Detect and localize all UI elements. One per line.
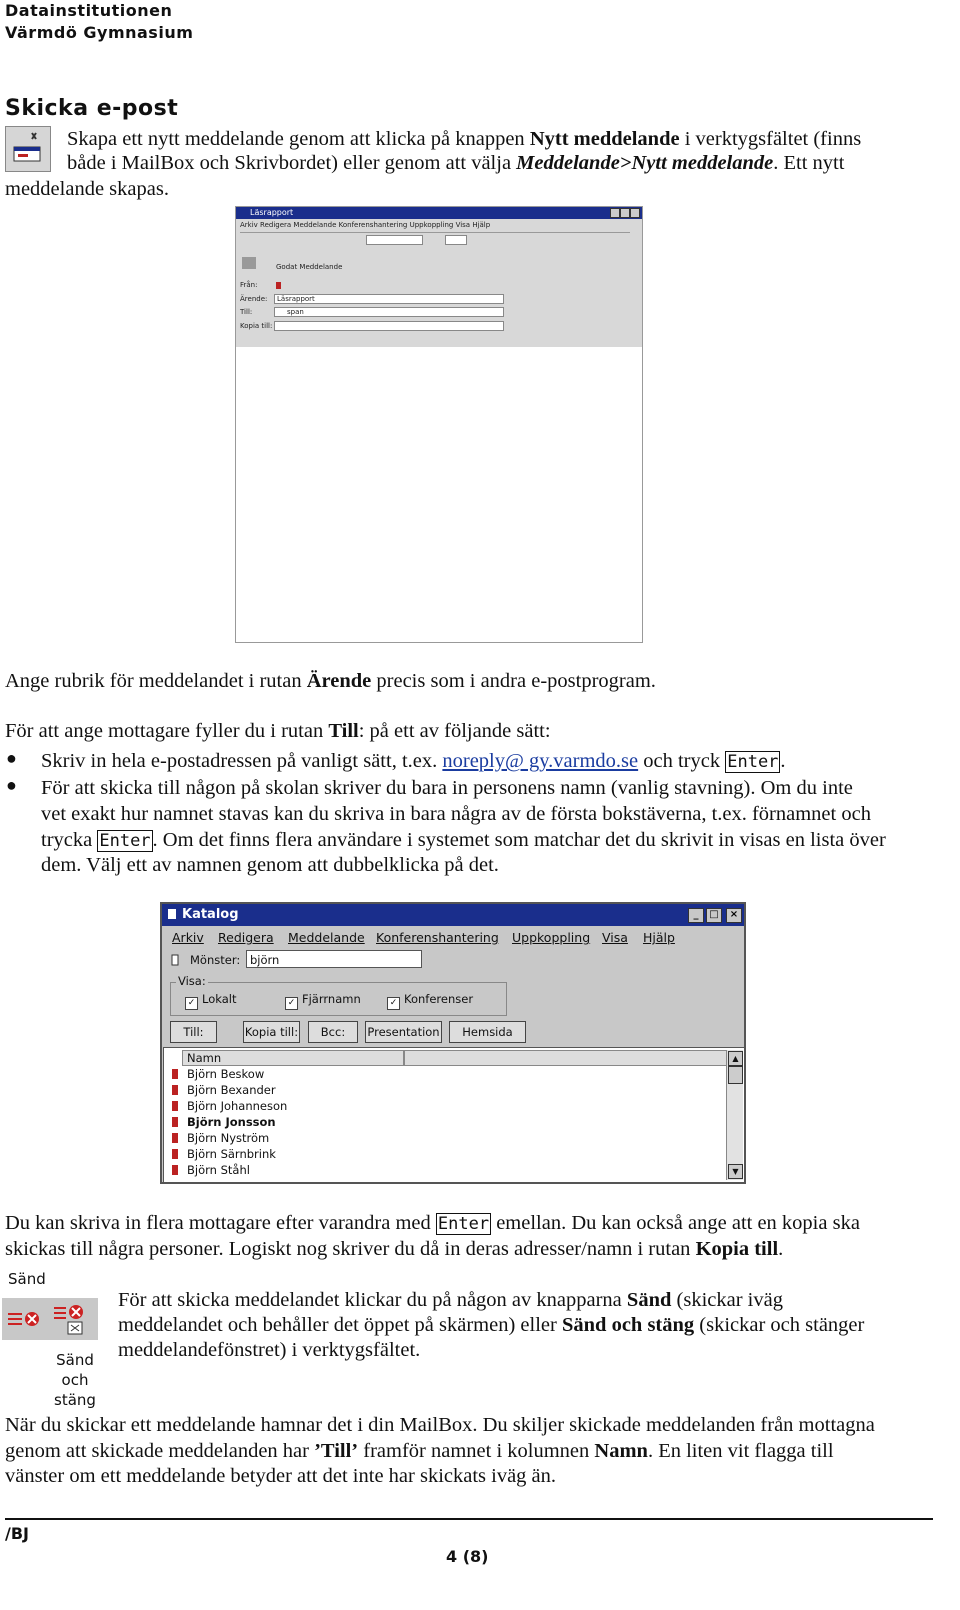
pattern-icon — [170, 953, 180, 965]
maximize-button[interactable]: □ — [706, 908, 722, 923]
menu-visa[interactable]: Visa — [602, 930, 628, 945]
paragraph-multiple-1: Du kan skriva in flera mottagare efter varandra med Enter emellan. Du kan också ange att en kopia ska — [5, 1212, 860, 1234]
footer-author: /BJ — [5, 1524, 29, 1543]
presentation-button[interactable]: Presentation — [365, 1021, 442, 1043]
to-button[interactable]: Till: — [170, 1021, 217, 1043]
send-toolbar — [2, 1298, 98, 1340]
checkbox-konferenser[interactable]: ✓ Konferenser — [387, 992, 473, 1010]
katalog-titlebar — [162, 904, 744, 926]
column-header-empty — [404, 1050, 728, 1066]
new-message-window-screenshot — [235, 206, 643, 643]
footer-divider — [5, 1518, 933, 1520]
user-icon — [172, 1069, 178, 1079]
subject-label: Ärende: — [240, 295, 268, 303]
window-menubar: Arkiv Redigera Meddelande Konferenshantering Uppkoppling Visa Hjälp — [240, 221, 491, 229]
user-icon — [172, 1165, 178, 1175]
paragraph-mailbox-2: genom att skickade meddelanden har ’Till’ framför namnet i kolumnen Namn. En liten vit flagga till — [5, 1440, 834, 1462]
cc-field[interactable] — [274, 321, 504, 331]
paragraph-mailbox-1: När du skickar ett meddelande hamnar det i din MailBox. Du skiljer skickade meddelanden från mottagna — [5, 1414, 875, 1436]
scroll-down-icon[interactable]: ▼ — [728, 1164, 743, 1179]
window-title: Läsrapport — [236, 207, 642, 219]
bcc-button[interactable]: Bcc: — [308, 1021, 358, 1043]
paragraph-send-1: För att skicka meddelandet klickar du på någon av knapparna Sänd (skickar iväg — [118, 1289, 783, 1311]
enter-key: Enter — [437, 1214, 490, 1234]
scroll-up-icon[interactable]: ▲ — [728, 1051, 743, 1066]
bullet-2-line-1: För att skicka till någon på skolan skriver du bara in personens namn (vanlig stavning). Om du inte — [41, 777, 853, 799]
menu-redigera[interactable]: Redigera — [218, 930, 274, 945]
window-controls[interactable] — [610, 208, 640, 217]
header-school: Värmdö Gymnasium — [5, 23, 194, 42]
list-item[interactable]: Björn Bexander — [172, 1082, 276, 1098]
new-message-icon — [5, 126, 51, 172]
paragraph-recipient: För att ange mottagare fyller du i rutan Till: på ett av följande sätt: — [5, 720, 551, 742]
user-icon — [172, 1101, 178, 1111]
send-icon[interactable] — [6, 1302, 44, 1336]
section-title: Skicka e-post — [5, 96, 179, 121]
send-and-close-icon[interactable] — [52, 1300, 94, 1338]
pattern-input[interactable]: björn — [246, 950, 422, 968]
column-header-name[interactable]: Namn — [182, 1050, 404, 1066]
user-icon — [172, 1133, 178, 1143]
send-and-close-label: Sänd och stäng — [54, 1351, 96, 1409]
menu-meddelande[interactable]: Meddelande — [288, 930, 365, 945]
homepage-button[interactable]: Hemsida — [449, 1021, 526, 1043]
enter-key: Enter — [727, 752, 779, 772]
header-institution: Datainstitutionen — [5, 1, 173, 20]
list-item[interactable]: Björn Ståhl — [172, 1162, 250, 1178]
visa-label: Visa: — [178, 974, 206, 988]
paragraph-send-3: meddelandefönstret) i verktygsfältet. — [118, 1339, 421, 1361]
menu-arkiv[interactable]: Arkiv — [172, 930, 204, 945]
pin-icon — [276, 282, 281, 289]
names-list — [163, 1047, 745, 1183]
app-icon — [168, 909, 176, 919]
page-number: 4 (8) — [446, 1547, 489, 1566]
bullet-2-line-3: trycka Enter. Om det finns flera användare i systemet som matchar det du skrivit in visas en lista över — [41, 829, 886, 851]
to-field[interactable]: span — [274, 307, 504, 317]
intro-line-2: både i MailBox och Skrivbordet) eller genom att välja Meddelande>Nytt meddelande. Ett nytt — [67, 152, 845, 174]
checkbox-fjarrnamn[interactable]: ✓ Fjärrnamn — [285, 992, 361, 1010]
menu-hjalp[interactable]: Hjälp — [643, 930, 675, 945]
list-item[interactable]: Björn Beskow — [172, 1066, 264, 1082]
checkbox-lokalt[interactable]: ✓ Lokalt — [185, 992, 236, 1010]
list-item[interactable]: Björn Särnbrink — [172, 1146, 276, 1162]
paragraph-subject: Ange rubrik för meddelandet i rutan Ärende precis som i andra e-postprogram. — [5, 670, 656, 692]
bullet-2-line-2: vet exakt hur namnet stavas kan du skriva in bara några av de första bokstäverna, t.ex. förnamnet och — [41, 803, 871, 825]
cc-button[interactable]: Kopia till: — [243, 1021, 300, 1043]
message-heading: Godat Meddelande — [276, 263, 343, 271]
paragraph-mailbox-3: vänster om ett meddelande betyder att det inte har skickats iväg än. — [5, 1465, 557, 1487]
bullet-2-marker: ● — [6, 775, 17, 795]
scrollbar[interactable] — [726, 1050, 743, 1180]
pattern-label: Mönster: — [190, 953, 241, 967]
list-item[interactable]: Björn Nyström — [172, 1130, 269, 1146]
minimize-button[interactable]: _ — [688, 908, 704, 923]
to-label: Till: — [240, 308, 253, 316]
from-label: Från: — [240, 281, 258, 289]
intro-line-3: meddelande skapas. — [5, 178, 169, 200]
intro-line-1: Skapa ett nytt meddelande genom att klicka på knappen Nytt meddelande i verktygsfältet (finns — [67, 128, 862, 150]
user-icon — [172, 1149, 178, 1159]
user-icon — [172, 1117, 178, 1127]
message-icon — [242, 257, 256, 269]
paragraph-send-2: meddelandet och behåller det öppet på skärmen) eller Sänd och stäng (skickar och stänger — [118, 1314, 865, 1336]
enter-key: Enter — [99, 831, 151, 851]
katalog-title: Katalog — [182, 907, 239, 922]
bullet-2-line-4: dem. Välj ett av namnen genom att dubbelklicka på det. — [41, 854, 499, 876]
cc-label: Kopia till: — [240, 322, 273, 330]
bullet-1-text: Skriv in hela e-postadressen på vanligt sätt, t.ex. noreply@ gy.varmdo.se och tryck Enter. — [41, 750, 786, 772]
paragraph-multiple-2: skickas till några personer. Logiskt nog skriver du då in deras adresser/namn i rutan Kopia till. — [5, 1238, 784, 1260]
email-link[interactable]: noreply@ gy.varmdo.se — [442, 750, 639, 772]
user-icon — [172, 1085, 178, 1095]
toolbar — [240, 232, 630, 245]
menu-uppkoppling[interactable]: Uppkoppling — [512, 930, 591, 945]
menu-konferenshantering[interactable]: Konferenshantering — [376, 930, 499, 945]
scroll-thumb[interactable] — [728, 1066, 743, 1084]
close-button[interactable]: × — [726, 908, 742, 923]
send-label: Sänd — [8, 1270, 46, 1288]
bullet-1-marker: ● — [6, 748, 17, 768]
list-item[interactable]: Björn Jonsson — [172, 1114, 276, 1130]
list-item[interactable]: Björn Johanneson — [172, 1098, 287, 1114]
subject-field[interactable]: Läsrapport — [274, 294, 504, 304]
